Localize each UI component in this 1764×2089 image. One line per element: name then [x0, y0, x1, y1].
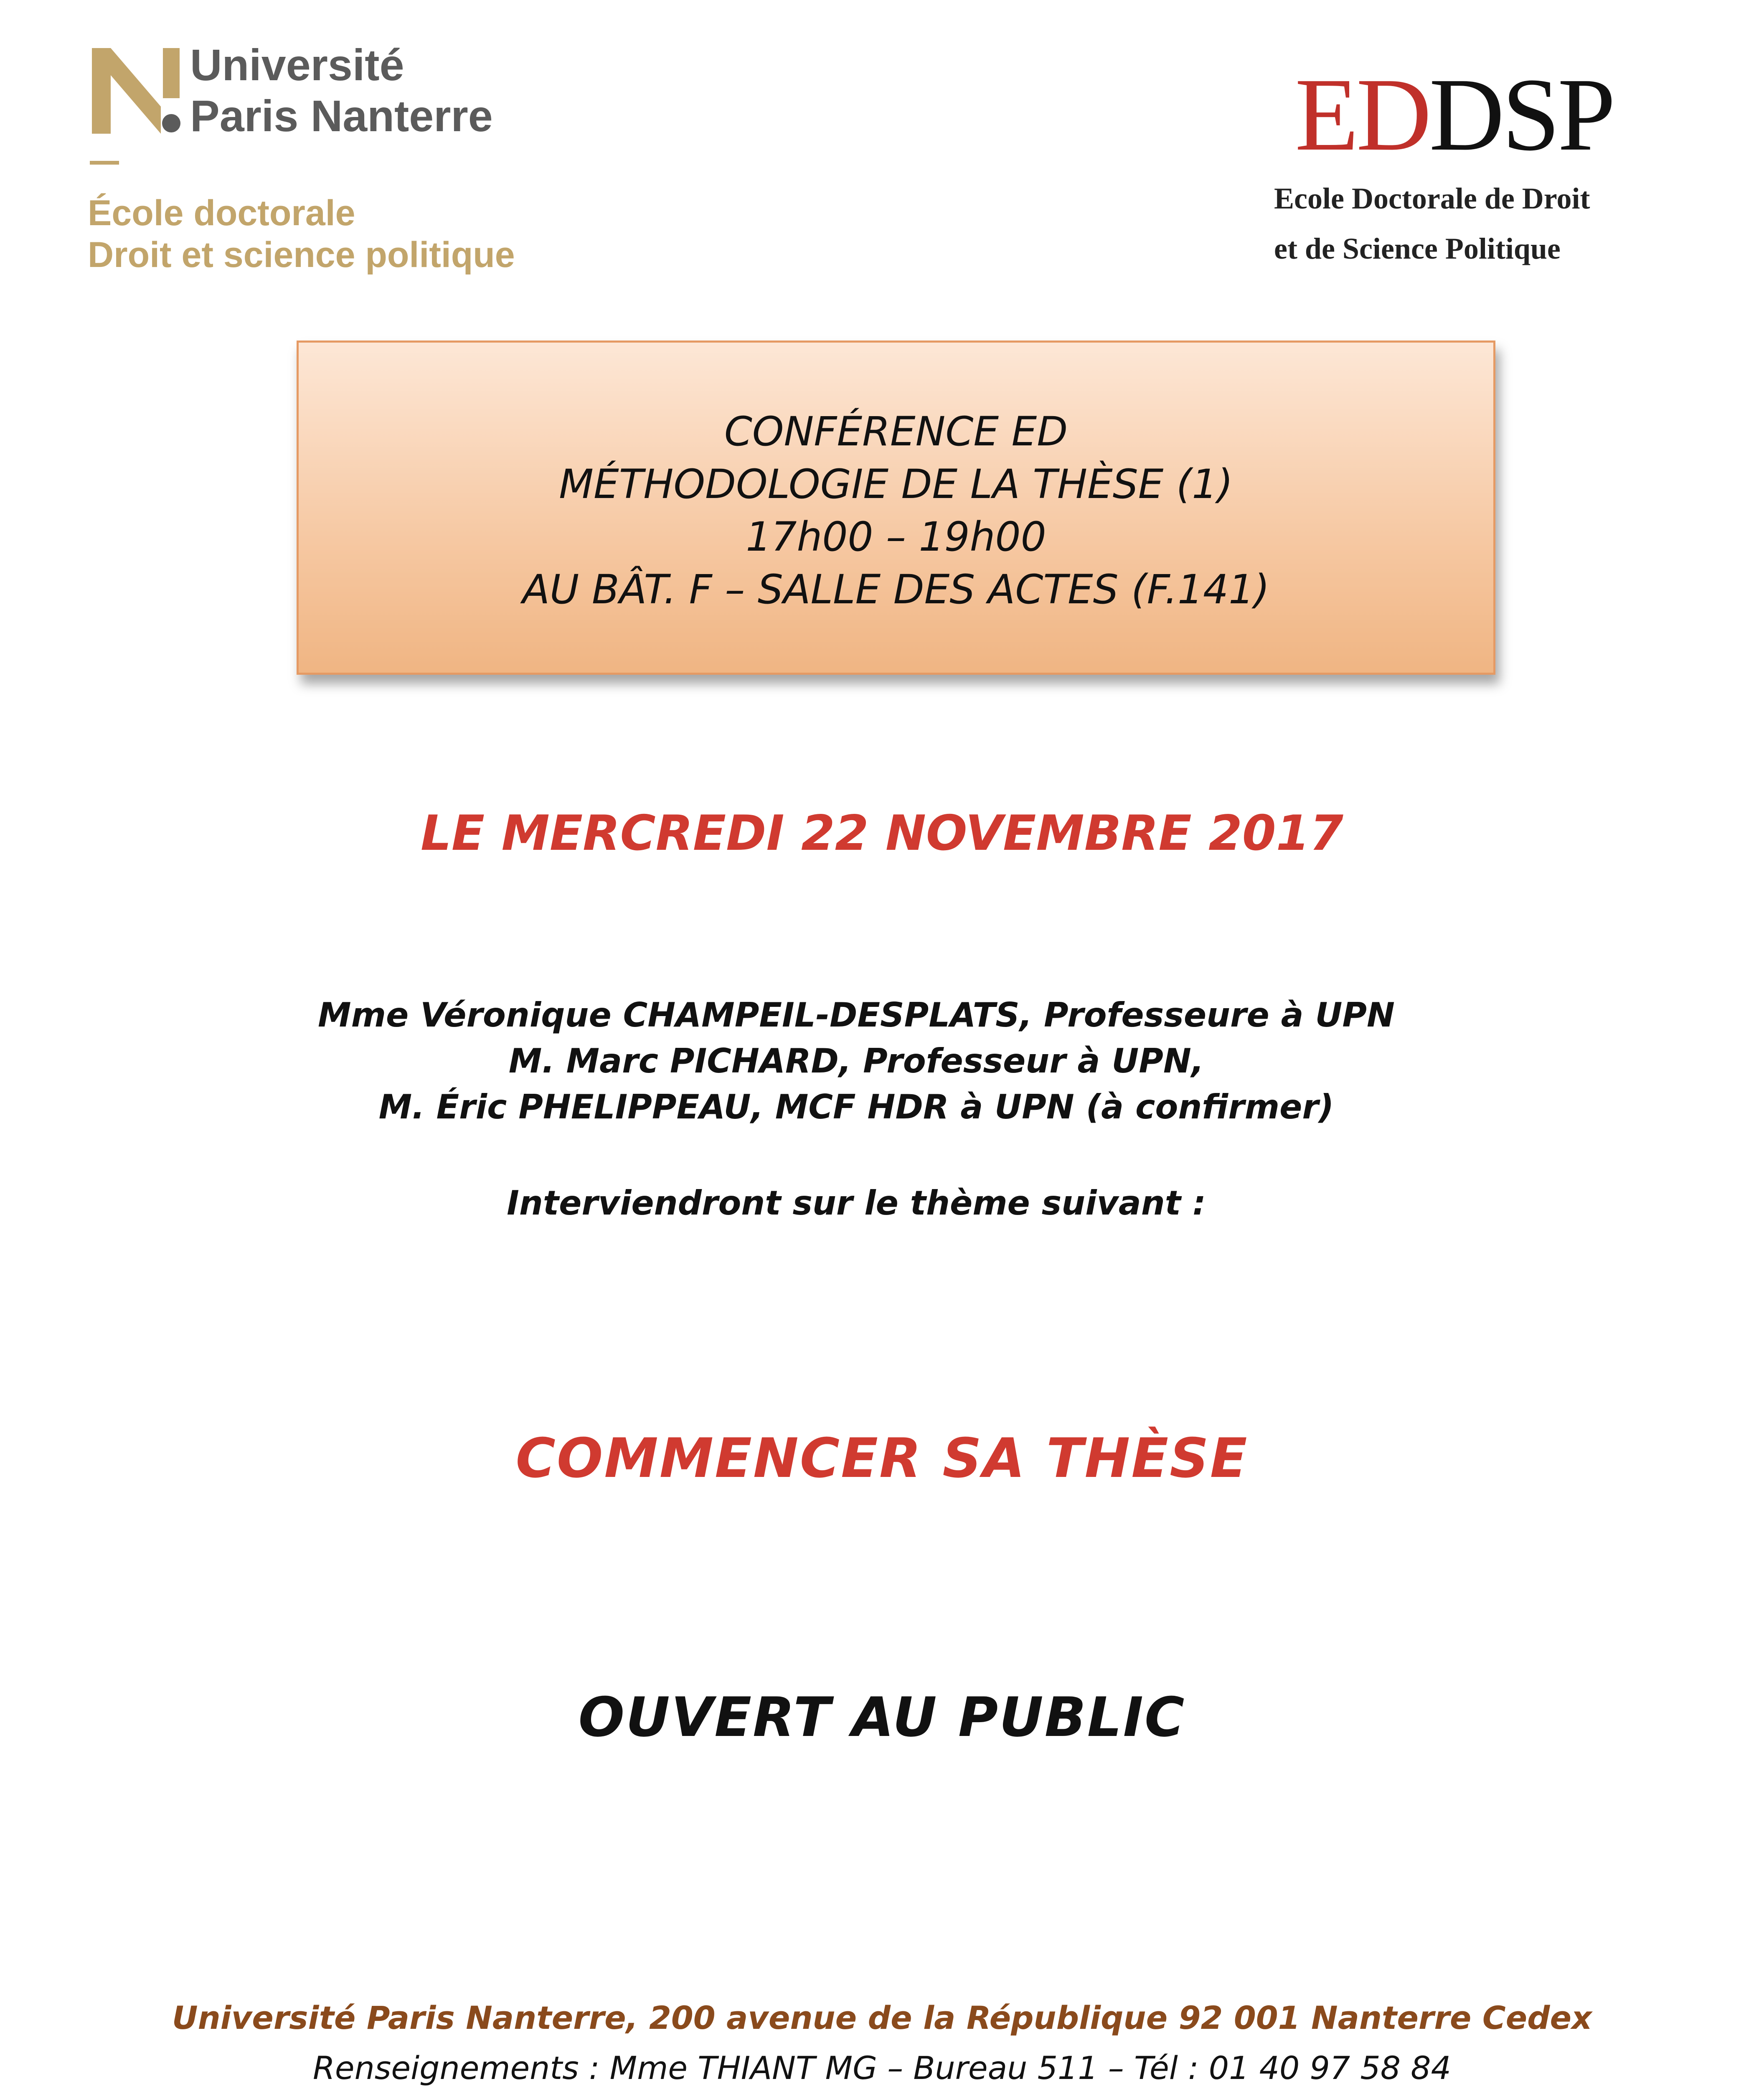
- footer-contact: Renseignements : Mme THIANT MG – Bureau 511 – Tél : 01 40 97 58 84: [313, 2049, 1451, 2086]
- nanterre-n-logo-icon: [88, 44, 184, 140]
- banner-time: 17h00 – 19h00: [746, 513, 1046, 560]
- university-name-line2: Paris Nanterre: [190, 91, 493, 141]
- conference-theme: COMMENCER SA THÈSE: [515, 1426, 1249, 1490]
- event-date: LE MERCREDI 22 NOVEMBRE 2017: [420, 805, 1344, 862]
- speaker-3: M. Éric PHELIPPEAU, MCF HDR à UPN (à confirmer): [378, 1088, 1334, 1126]
- eddsp-logo: [1270, 57, 1646, 265]
- footer-address: Université Paris Nanterre, 200 avenue de la République 92 001 Nanterre Cedex: [172, 1999, 1592, 2036]
- university-logo: [88, 40, 589, 290]
- footer: [0, 1993, 1764, 2089]
- banner-location: AU BÂT. F – SALLE DES ACTES (F.141): [522, 566, 1270, 613]
- university-name-line1: Université: [190, 41, 404, 90]
- speaker-1: Mme Véronique CHAMPEIL-DESPLATS, Professeure à UPN: [318, 996, 1395, 1034]
- logo-divider: [90, 161, 119, 165]
- banner-subtitle: MÉTHODOLOGIE DE LA THÈSE (1): [559, 461, 1233, 508]
- eddsp-subtitle: [1274, 173, 1590, 274]
- doctoral-school-line1: École doctorale: [88, 193, 355, 233]
- banner-title: CONFÉRENCE ED: [724, 408, 1068, 455]
- speaker-list: [0, 992, 1713, 1130]
- intervention-text: Interviendront sur le thème suivant :: [507, 1184, 1206, 1222]
- university-name: [190, 40, 493, 142]
- eddsp-subtitle-line1: Ecole Doctorale de Droit: [1274, 182, 1590, 215]
- conference-banner: [297, 341, 1495, 675]
- wordmark-sp: SP: [1502, 57, 1613, 173]
- wordmark-d1: D: [1356, 57, 1429, 173]
- public-notice: OUVERT AU PUBLIC: [578, 1685, 1186, 1749]
- wordmark-d2: D: [1429, 57, 1502, 173]
- doctoral-school-name: [88, 192, 515, 276]
- speaker-2: M. Marc PICHARD, Professeur à UPN,: [508, 1042, 1204, 1080]
- eddsp-wordmark: [1295, 57, 1613, 173]
- eddsp-subtitle-line2: et de Science Politique: [1274, 232, 1561, 265]
- doctoral-school-line2: Droit et science politique: [88, 235, 515, 275]
- wordmark-e: E: [1295, 57, 1356, 173]
